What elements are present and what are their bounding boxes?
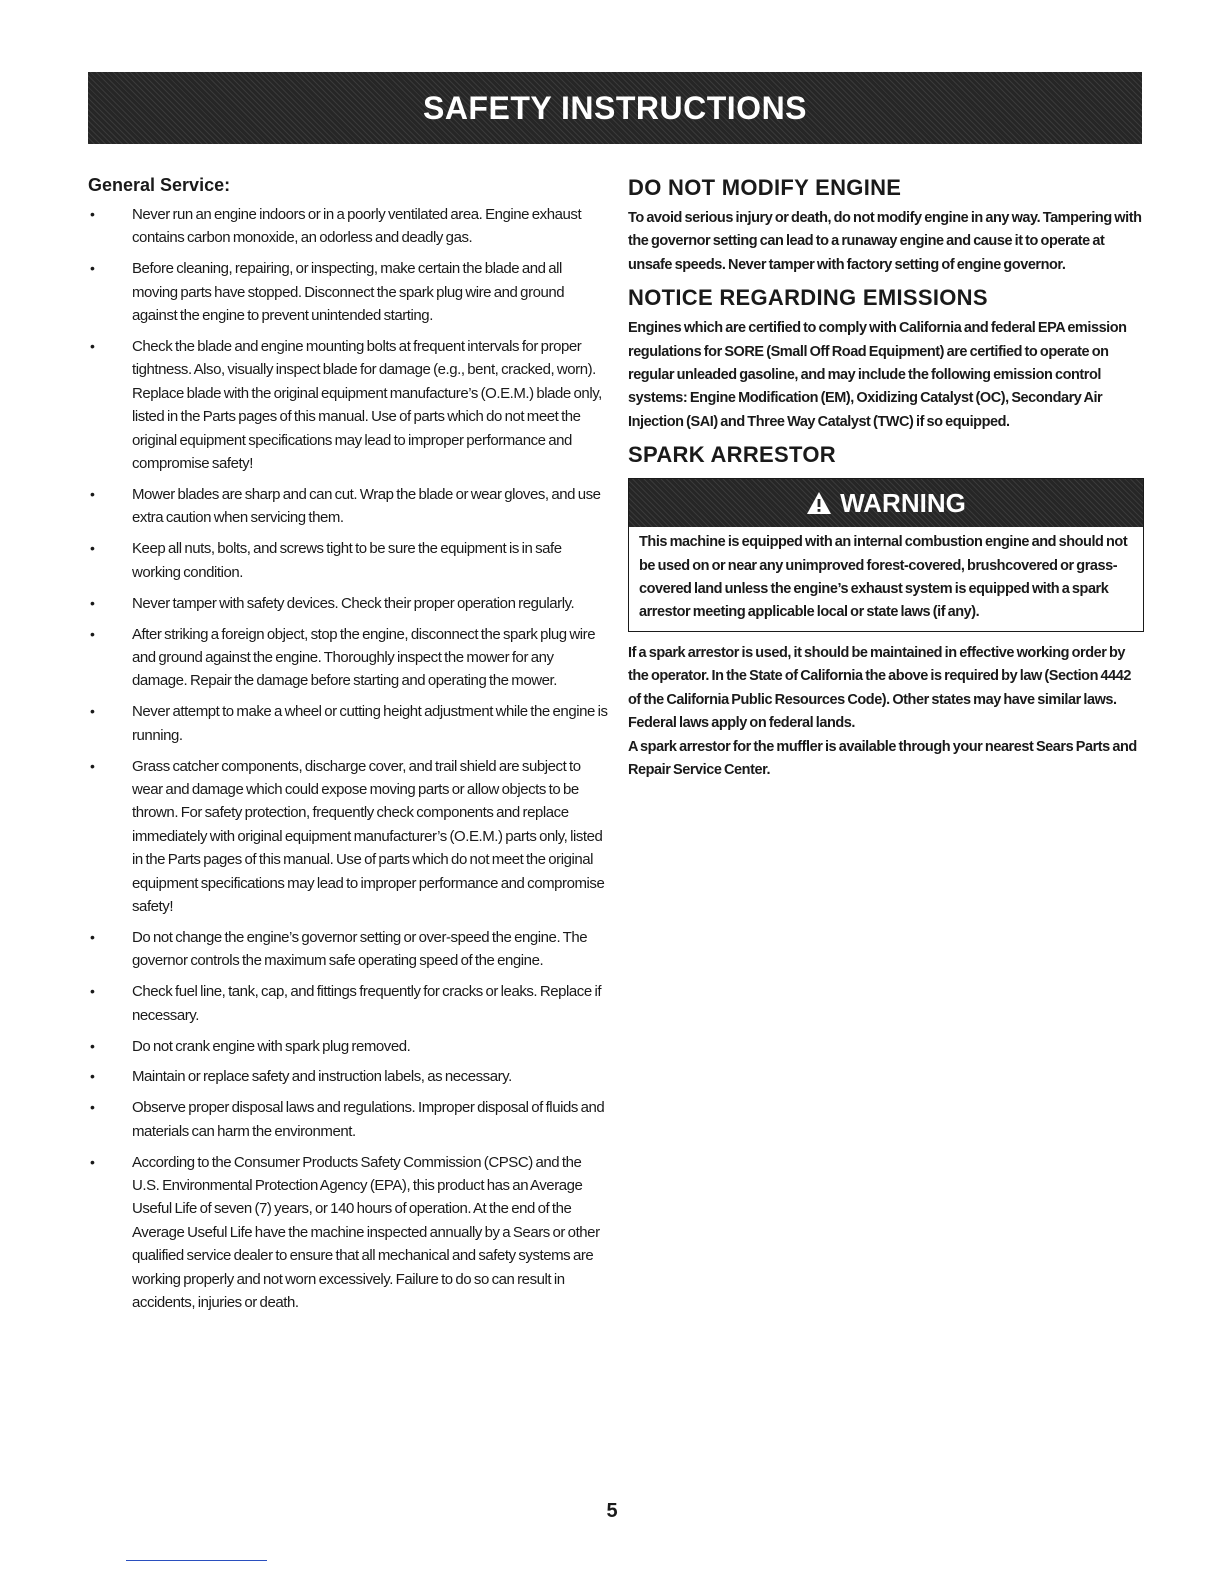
list-item bbox=[88, 483, 608, 530]
list-item-text: Keep all nuts, bolts, and screws tight to be sure the equipment is in safe working condition. bbox=[132, 540, 562, 581]
list-item-text: Observe proper disposal laws and regulations. Improper disposal of fluids and materials can harm the environment. bbox=[132, 1099, 605, 1140]
page-number: 5 bbox=[606, 1500, 618, 1522]
bullet-icon: • bbox=[90, 338, 95, 355]
general-service-column bbox=[88, 175, 608, 1322]
list-item bbox=[88, 537, 608, 584]
bullet-icon: • bbox=[90, 206, 95, 222]
spark-arrestor-paragraph-1: If a spark arrestor is used, it should be maintained in effective working order by the operator. In the State of California the above is required by law (Section 4442 of the California Public Resources Code). Other states may have similar laws. Federal laws apply on federal lands. bbox=[628, 644, 1132, 732]
warning-title: WARNING bbox=[840, 487, 966, 518]
list-item bbox=[88, 1035, 608, 1058]
list-item bbox=[88, 203, 608, 250]
list-item-text: Check fuel line, tank, cap, and fittings frequently for cracks or leaks. Replace if necessary. bbox=[132, 983, 602, 1024]
modify-engine-body: To avoid serious injury or death, do not modify engine in any way. Tampering with the governor setting can lead to a runaway engine and cause it to operate at unsafe speeds. Never tamper with factory setting of engine governor. bbox=[628, 210, 1142, 273]
list-item bbox=[88, 755, 608, 919]
general-service-list bbox=[88, 203, 608, 1314]
bullet-icon: • bbox=[90, 1037, 95, 1054]
warning-body: This machine is equipped with an internal combustion engine and should not be used on or near any unimproved forest-covered, brushcovered or grass-covered land unless the engine’s exhaust system is equipped with a spark arrestor meeting applicable local or state laws (if any). bbox=[639, 534, 1128, 621]
emissions-heading: NOTICE REGARDING EMISSIONS bbox=[628, 285, 988, 311]
bullet-icon: • bbox=[90, 485, 95, 502]
list-item bbox=[88, 1096, 608, 1143]
bullet-icon: • bbox=[90, 1099, 95, 1116]
warning-box bbox=[628, 478, 1144, 632]
page-title: SAFETY INSTRUCTIONS bbox=[422, 89, 808, 126]
list-item bbox=[88, 335, 608, 475]
bullet-icon: • bbox=[90, 260, 95, 277]
right-column bbox=[628, 175, 1144, 782]
list-item-text: Never run an engine indoors or in a poorly ventilated area. Engine exhaust contains carbon monoxide, an odorless and deadly gas. bbox=[132, 206, 582, 247]
spark-arrestor-heading: SPARK ARRESTOR bbox=[628, 442, 836, 468]
bullet-icon: • bbox=[90, 928, 95, 945]
warning-triangle-icon bbox=[806, 491, 832, 515]
list-item bbox=[88, 700, 608, 747]
list-item-text: Before cleaning, repairing, or inspecting, make certain the blade and all moving parts have stopped. Disconnect the spark plug wire and ground against the engine to prevent unintended starting. bbox=[132, 260, 565, 325]
list-item-text: Check the blade and engine mounting bolts at frequent intervals for proper tightness. Also, visually inspect blade for damage (e.g., bent, cracked, worn). Replace blade with the original equipment manufacture’s (O.E.M.) blade only, listed in the Parts pages of this manual. Use of parts which do not meet the original equipment specifications may lead to improper performance and compromise safety! bbox=[132, 338, 602, 473]
list-item-text: After striking a foreign object, stop the engine, disconnect the spark plug wire and ground against the engine. Thoroughly inspect the mower for any damage. Repair the damage before starting and operating the mower. bbox=[132, 625, 596, 690]
bullet-icon: • bbox=[90, 1068, 95, 1085]
footer-rule bbox=[126, 1560, 267, 1561]
warning-header bbox=[629, 479, 1143, 527]
list-item-text: Do not crank engine with spark plug removed. bbox=[132, 1037, 411, 1055]
list-item bbox=[88, 1065, 608, 1088]
list-item-text: Maintain or replace safety and instruction labels, as necessary. bbox=[132, 1068, 512, 1086]
list-item-text: Do not change the engine’s governor setting or over-speed the engine. The governor controls the maximum safe operating speed of the engine. bbox=[132, 928, 588, 970]
bullet-icon: • bbox=[90, 625, 95, 642]
page-banner bbox=[88, 72, 1142, 144]
list-item-text: Never tamper with safety devices. Check their proper operation regularly. bbox=[132, 594, 575, 612]
bullet-icon: • bbox=[90, 594, 95, 611]
list-item bbox=[88, 623, 608, 693]
emissions-body: Engines which are certified to comply with California and federal EPA emission regulations for SORE (Small Off Road Equipment) are certified to operate on regular unleaded gasoline, and may include the following emission control systems: Engine Modification (EM), Oxidizing Catalyst (OC), Secondary Air Injection (SAI) and Three Way Catalyst (TWC) if so equipped. bbox=[628, 320, 1127, 430]
list-item-text: According to the Consumer Products Safety Commission (CPSC) and the U.S. Environmental Protection Agency (EPA), this product has an Average Useful Life of seven (7) years, or 140 hours of operation. At the end of the Average Useful Life have the machine inspected annually by a Sears or other qualified service dealer to ensure that all mechanical and safety systems are working properly and not worn excessively. Failure to do so can result in accidents, injuries or death. bbox=[132, 1153, 600, 1312]
list-item bbox=[88, 926, 608, 973]
bullet-icon: • bbox=[90, 703, 95, 720]
bullet-icon: • bbox=[90, 1153, 95, 1170]
modify-engine-heading: DO NOT MODIFY ENGINE bbox=[628, 175, 902, 200]
spark-arrestor-paragraph-2: A spark arrestor for the muffler is available through your nearest Sears Parts and Repair Service Center. bbox=[628, 738, 1137, 778]
list-item-text: Never attempt to make a wheel or cutting height adjustment while the engine is running. bbox=[132, 703, 608, 744]
list-item-text: Grass catcher components, discharge cover, and trail shield are subject to wear and damage which could expose moving parts or allow objects to be thrown. For safety protection, frequently check components and replace immediately with original equipment manufacturer’s (O.E.M.) parts only, listed in the Parts pages of this manual. Use of parts which do not meet the original equipment specifications may lead to improper performance and compromise safety! bbox=[132, 757, 605, 915]
bullet-icon: • bbox=[90, 540, 95, 557]
bullet-icon: • bbox=[90, 757, 95, 774]
list-item bbox=[88, 980, 608, 1027]
general-service-heading: General Service: bbox=[88, 175, 231, 195]
list-item bbox=[88, 257, 608, 327]
bullet-icon: • bbox=[90, 983, 95, 1000]
list-item bbox=[88, 1151, 608, 1315]
list-item bbox=[88, 592, 608, 615]
list-item-text: Mower blades are sharp and can cut. Wrap the blade or wear gloves, and use extra caution when servicing them. bbox=[132, 485, 601, 527]
